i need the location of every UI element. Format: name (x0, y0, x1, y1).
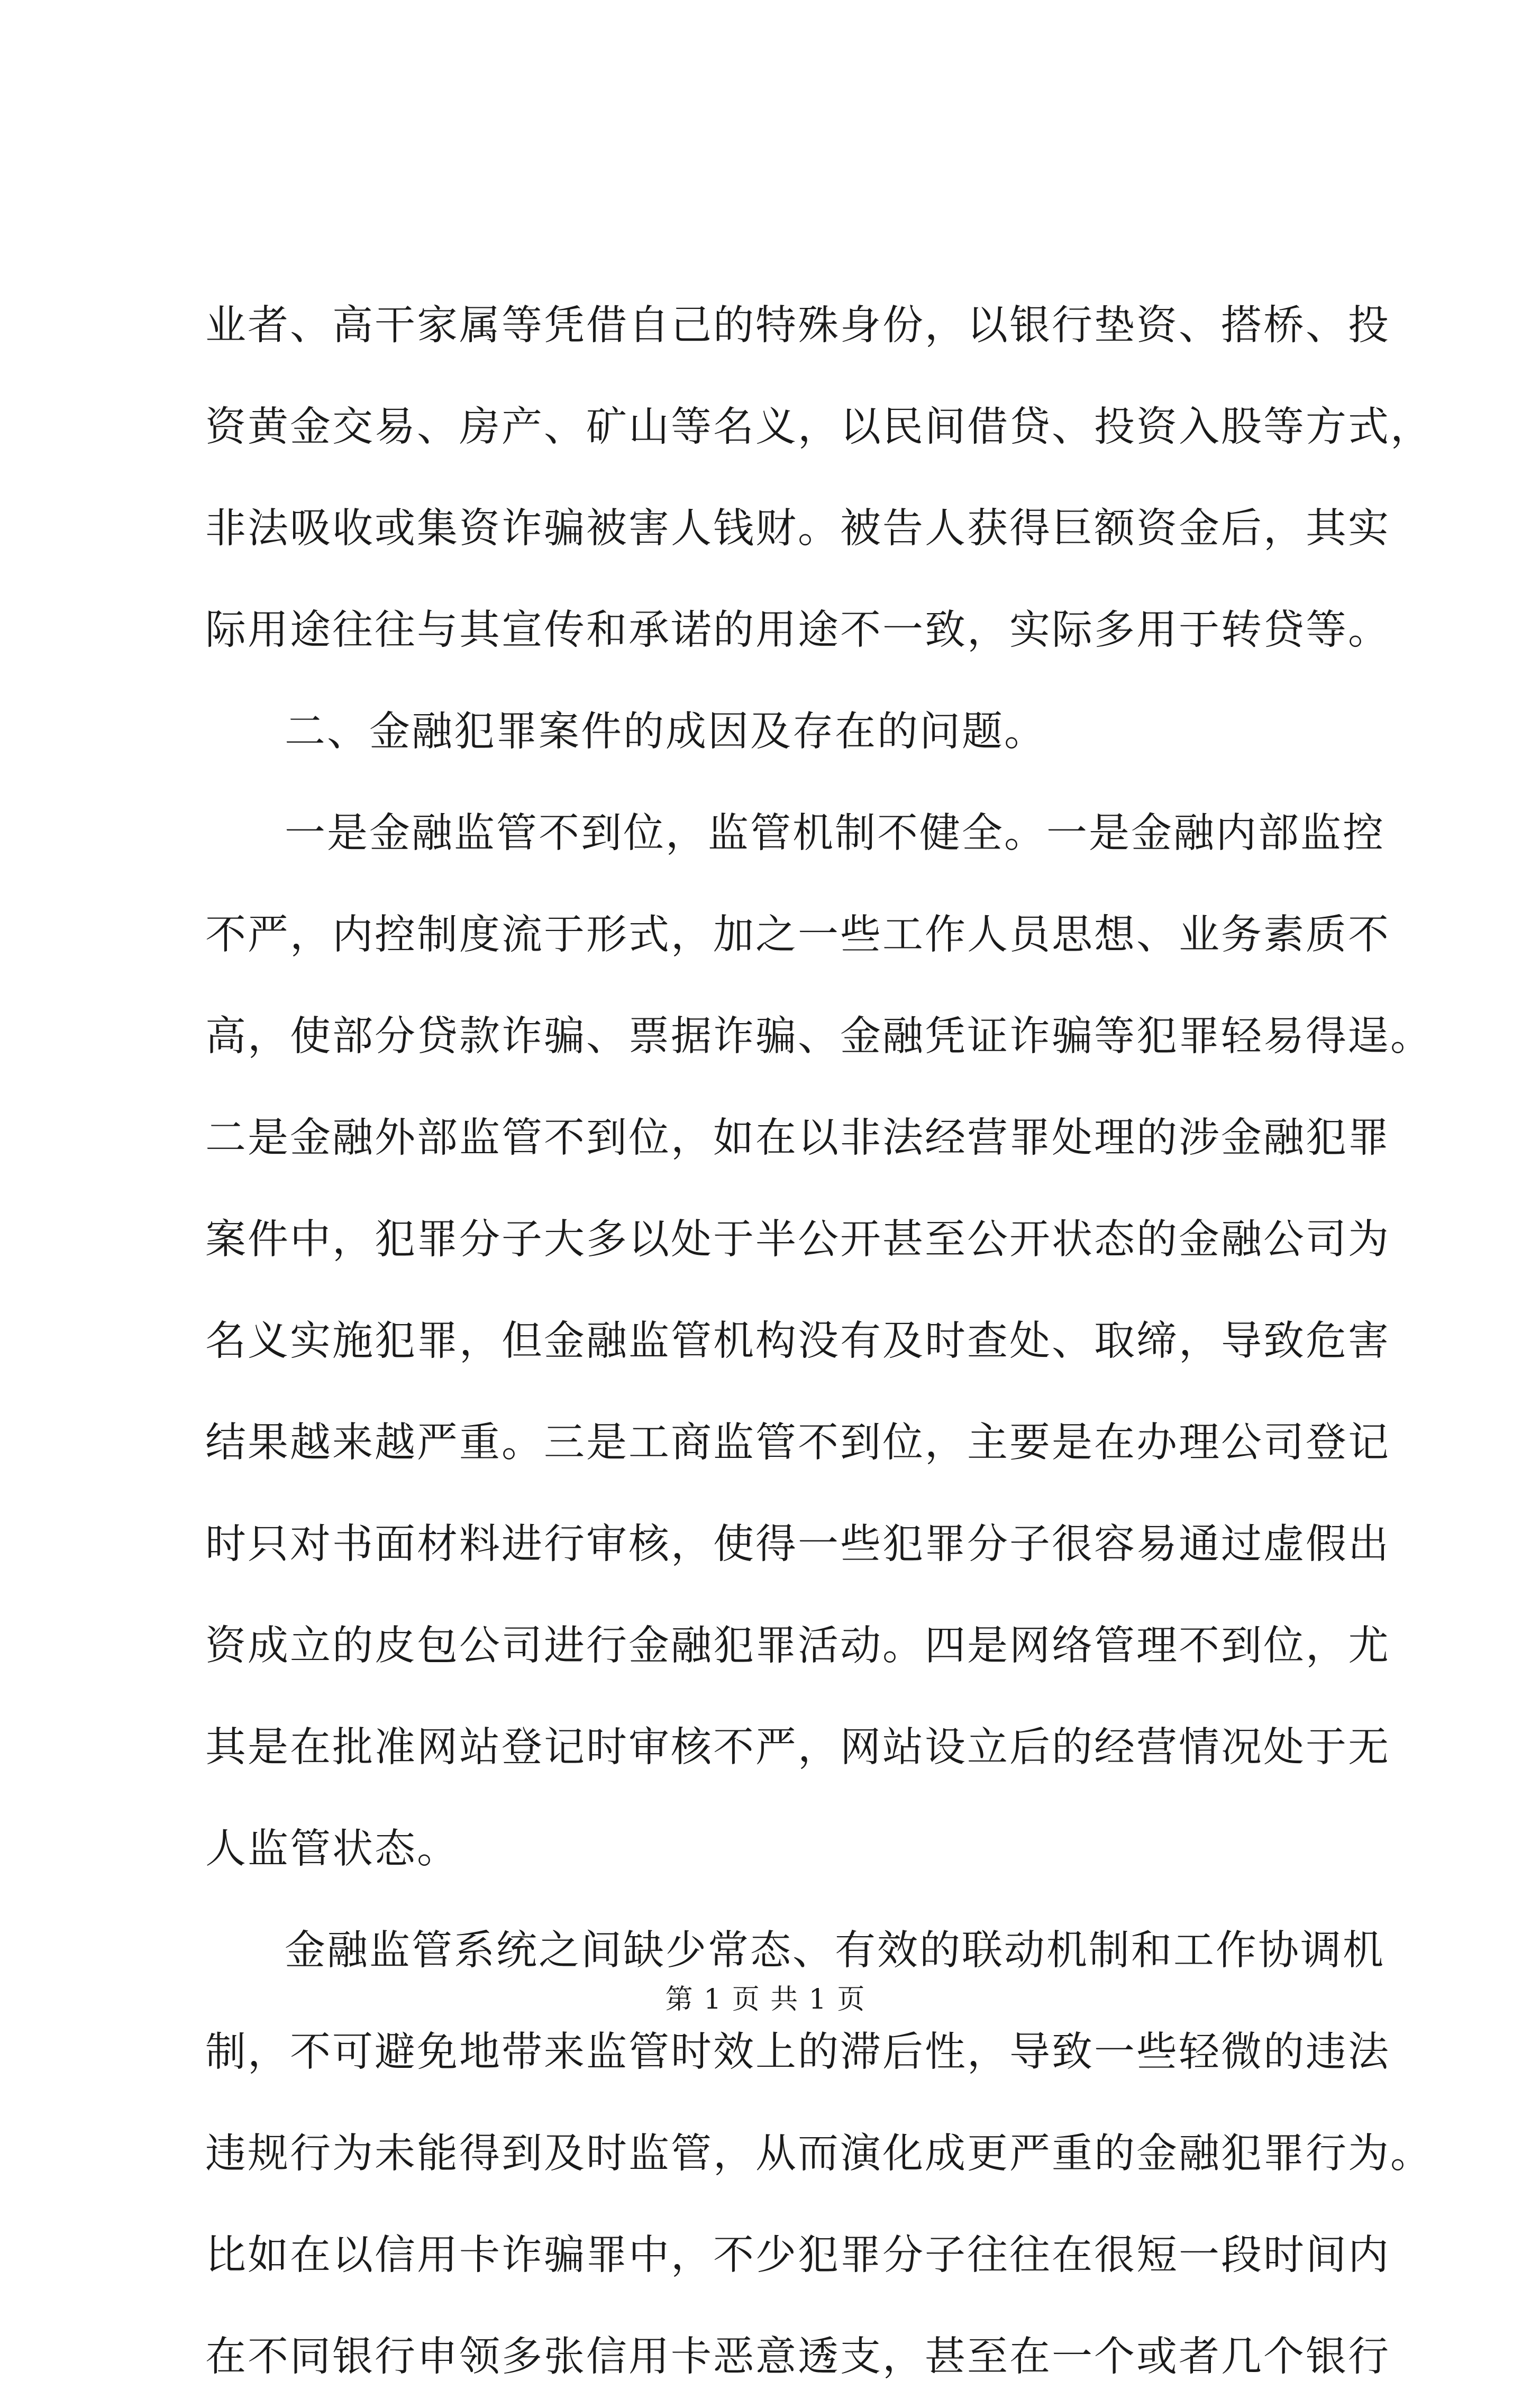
page-number-label: 第 1 页 共 1 页 (665, 1984, 866, 2015)
section-heading: 二、金融犯罪案件的成因及存在的问题。 (285, 708, 1046, 755)
text-line: 非法吸收或集资诈骗被害人钱财。被告人获得巨额资金后，其实 (205, 505, 1390, 552)
text-line: 高，使部分贷款诈骗、票据诈骗、金融凭证诈骗等犯罪轻易得逞。 (205, 1013, 1433, 1060)
text-line: 比如在以信用卡诈骗罪中，不少犯罪分子往往在很短一段时间内 (205, 2232, 1390, 2279)
text-line: 其是在批准网站登记时审核不严，网站设立后的经营情况处于无 (205, 1724, 1390, 1771)
text-line: 业者、高干家属等凭借自己的特殊身份，以银行垫资、搭桥、投 (205, 302, 1390, 349)
text-line: 时只对书面材料进行审核，使得一些犯罪分子很容易通过虚假出 (205, 1521, 1390, 1568)
text-line: 际用途往往与其宣传和承诺的用途不一致，实际多用于转贷等。 (205, 607, 1390, 654)
text-line: 在不同银行申领多张信用卡恶意透支，甚至在一个或者几个银行 (205, 2333, 1390, 2380)
text-line: 结果越来越严重。三是工商监管不到位，主要是在办理公司登记 (205, 1419, 1390, 1466)
document-body (205, 275, 1433, 2408)
text-line: 人监管状态。 (205, 1826, 459, 1873)
text-line: 不严，内控制度流于形式，加之一些工作人员思想、业务素质不 (205, 911, 1390, 959)
text-line: 资黄金交易、房产、矿山等名义，以民间借贷、投资入股等方式， (205, 404, 1433, 451)
text-line: 违规行为未能得到及时监管，从而演化成更严重的金融犯罪行为。 (205, 2130, 1433, 2177)
text-line: 金融监管系统之间缺少常态、有效的联动机制和工作协调机 (285, 1927, 1385, 1974)
text-line: 一是金融监管不到位，监管机制不健全。一是金融内部监控 (285, 810, 1385, 857)
text-line: 案件中，犯罪分子大多以处于半公开甚至公开状态的金融公司为 (205, 1216, 1390, 1263)
text-line: 二是金融外部监管不到位，如在以非法经营罪处理的涉金融犯罪 (205, 1115, 1390, 1162)
text-line: 名义实施犯罪，但金融监管机构没有及时查处、取缔，导致危害 (205, 1318, 1390, 1365)
text-line: 资成立的皮包公司进行金融犯罪活动。四是网络管理不到位，尤 (205, 1622, 1390, 1670)
page-footer (0, 1981, 1531, 2018)
text-line: 制，不可避免地带来监管时效上的滞后性，导致一些轻微的违法 (205, 2029, 1390, 2076)
